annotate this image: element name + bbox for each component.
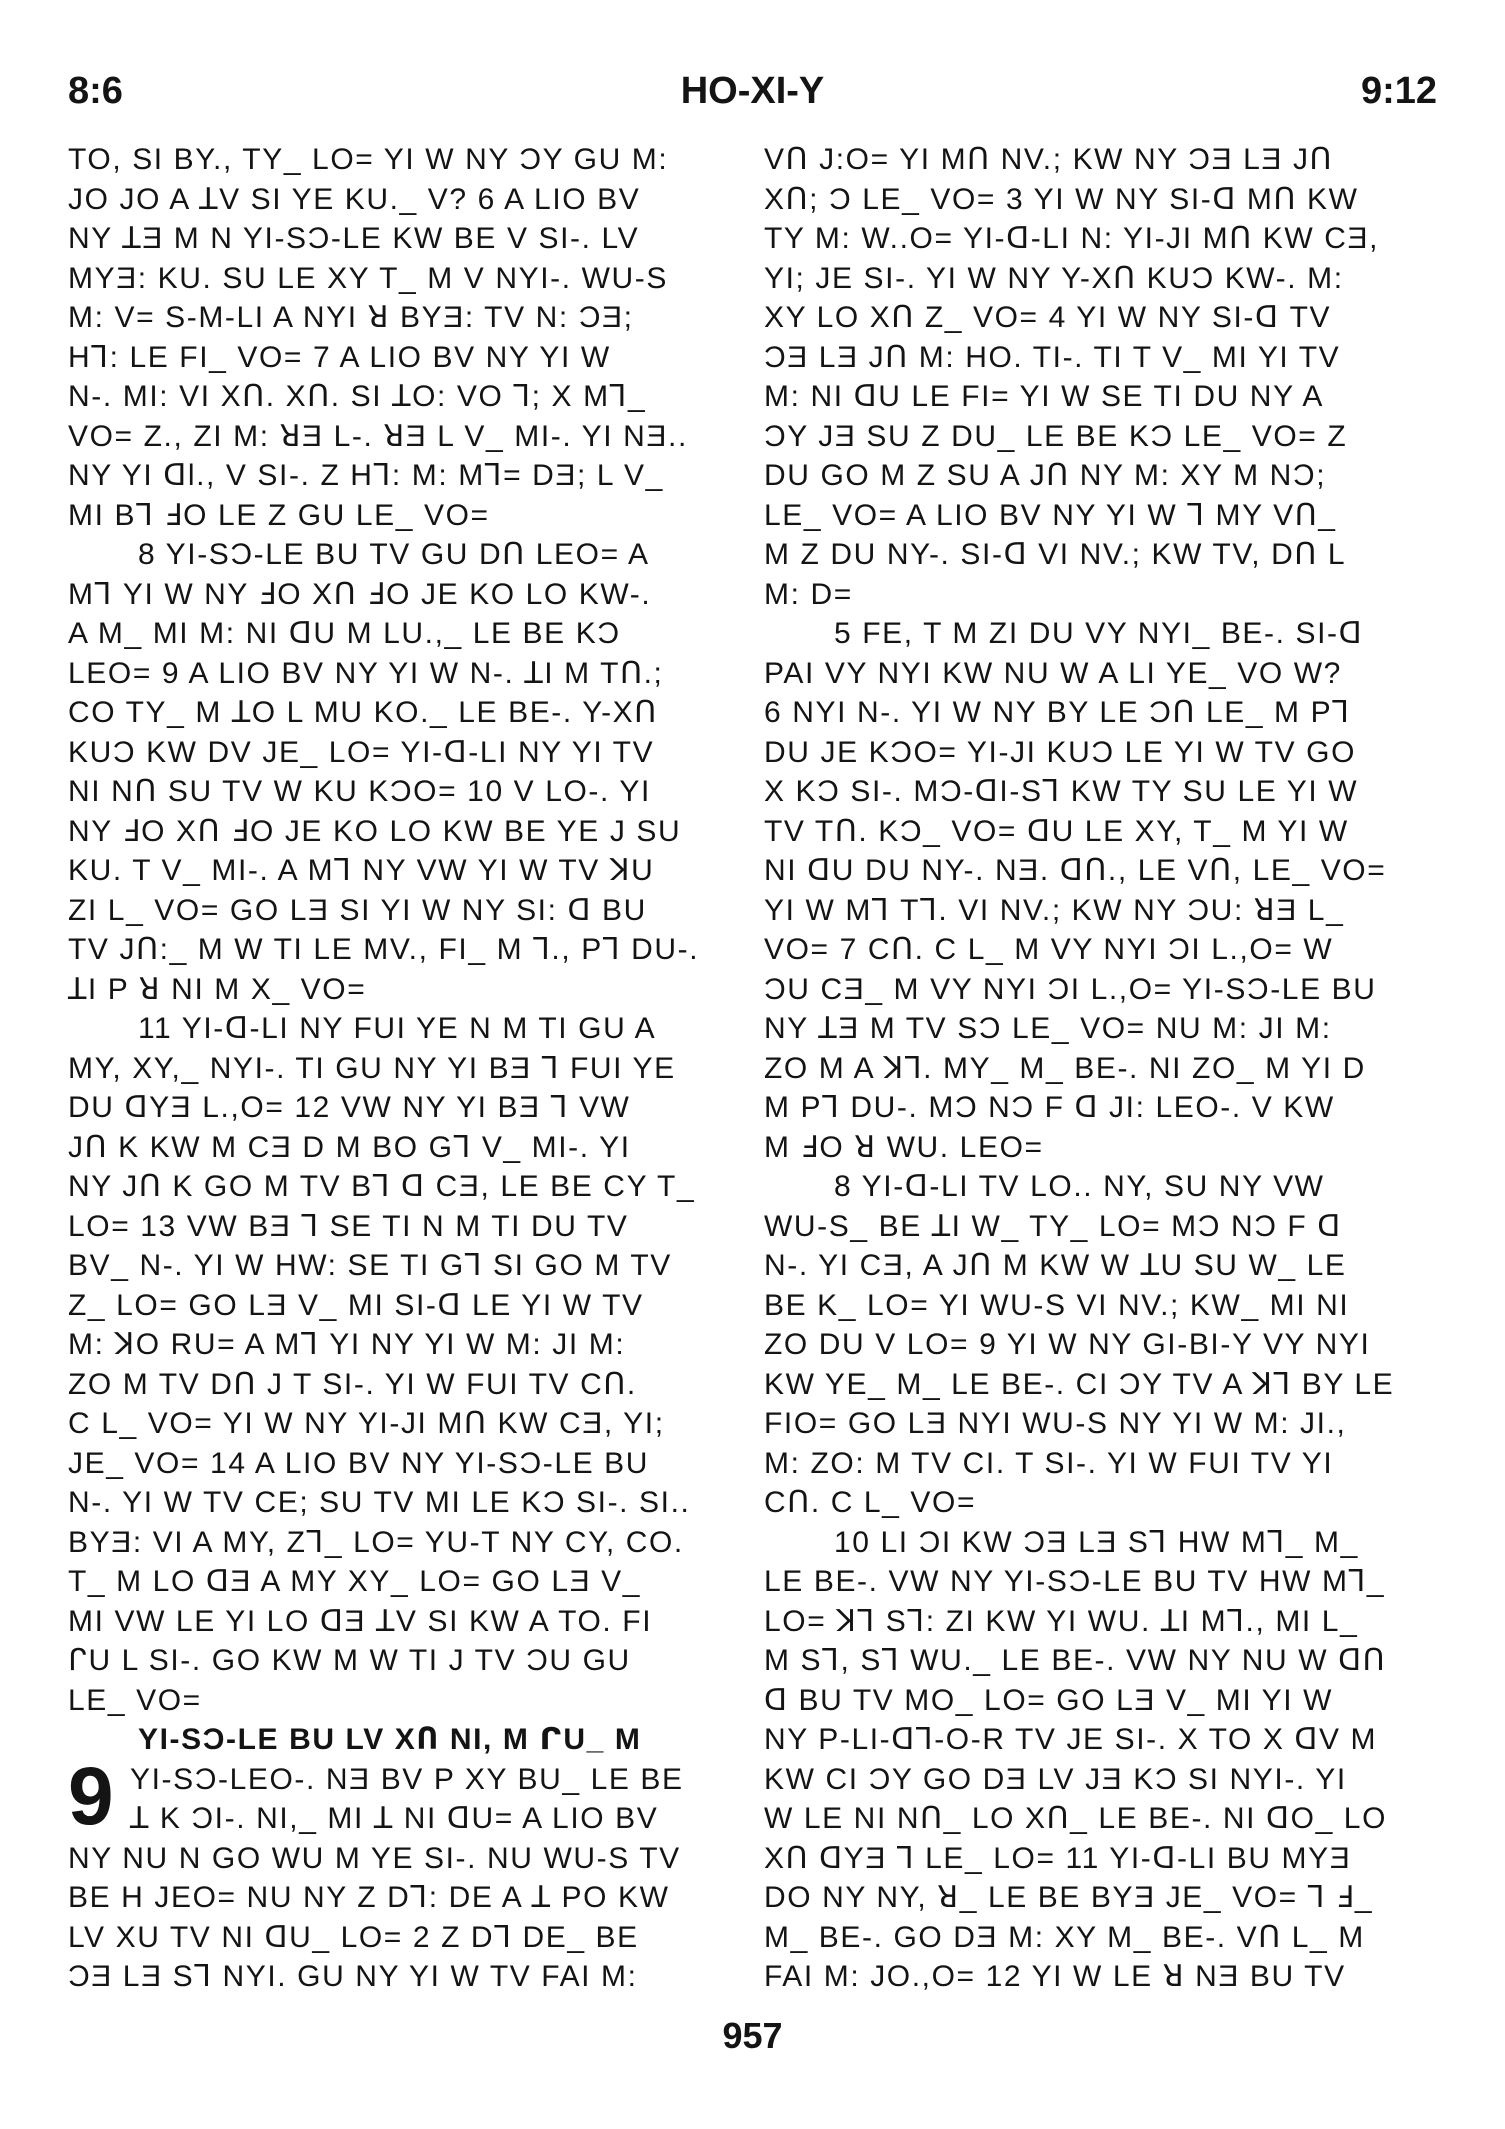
chapter-verse-end: 9:12: [1360, 70, 1437, 112]
text-line: NI ꓷU DU NY-. NƎ. ꓷՈ., LE VՈ, LE_ VO=: [764, 854, 1387, 887]
text-line: M: ZO: M TV CI. T SI-. YI W FUI TV YI: [764, 1446, 1334, 1480]
text-line: YI; JE SI-. YI W NY Y-XՈ KUƆ KW-. M:: [764, 261, 1344, 295]
text-line: NY ꓞO XՈ ꓞO JE KO LO KW BE YE J SU: [68, 814, 682, 848]
text-line: JE_ VO= 14 A LIO BV NY YI-SƆ-LE BU: [68, 1446, 650, 1480]
text-line: T_ M LO ꓷƎ A MY XY_ LO= GO LƎ V_: [68, 1565, 642, 1598]
text-line: ƆƎ LƎ JՈ M: HO. TI-. TI T V_ MI YI TV: [764, 340, 1341, 374]
text-line: Mꓶ YI W NY ꓞO XՈ ꓞO JE KO LO KW-.: [68, 577, 652, 611]
text-line: FIO= GO LƎ NYI WU-S NY YI W M: JI.,: [764, 1407, 1347, 1440]
text-line: TV TՈ. KƆ_ VO= ꓷU LE XY, T_ M YI W: [764, 814, 1349, 848]
text-line: ZO DU V LO= 9 YI W NY GI-BI-Y VY NYI: [764, 1328, 1371, 1361]
text-line: ƆƎ LƎ Sꓶ NYI. GU NY YI W TV FAI M:: [68, 1960, 638, 1993]
page-number: 957: [722, 2015, 783, 2056]
text-line: BYƎ: VI A MY, Zꓶ_ LO= YU-T NY CY, CO.: [68, 1525, 684, 1559]
text-line: VO= Z., ZI M: ꓤƎ L-. ꓤƎ L V_ MI-. YI NƎ..: [68, 419, 688, 453]
text-line: LE_ VO= A LIO BV NY YI W ꓶ MY VՈ_: [764, 498, 1337, 532]
text-line: N-. MI: VI XՈ. XՈ. SI ꓕO: VO ꓶ; X Mꓶ_: [68, 380, 647, 413]
text-line: ƆY JƎ SU Z DU_ LE BE KƆ LE_ VO= Z: [764, 419, 1348, 453]
text-line: BE K_ LO= YI WU-S VI NV.; KW_ MI NI: [764, 1288, 1350, 1322]
text-line: ZI L_ VO= GO LƎ SI YI W NY SI: ꓷ BU: [68, 893, 647, 927]
text-line: A M_ MI M: NI ꓷU M LU.,_ LE BE KƆ: [68, 617, 621, 650]
right-text-column: [764, 140, 1432, 1997]
text-line: CO TY_ M ꓕO L MU KO._ LE BE-. Y-XՈ: [68, 696, 658, 729]
text-line: WU-S_ BE ꓕI W_ TY_ LO= MƆ NƆ F ꓷ: [764, 1209, 1342, 1243]
chapter-drop-cap: 9: [68, 1750, 116, 1842]
text-line: XՈ ꓷYƎ ꓶ LE_ LO= 11 YI-ꓷ-LI BU MYƎ: [764, 1841, 1352, 1875]
text-line: XՈ; Ɔ LE_ VO= 3 YI W NY SI-ꓷ MՈ KW: [764, 182, 1359, 216]
text-line: ƆU CƎ_ M VY NYI ƆI L.,O= YI-SƆ-LE BU: [764, 972, 1377, 1006]
text-line: DO NY NY, ꓤ_ LE BE BYƎ JE_ VO= ꓶ ꓞ_: [764, 1881, 1374, 1914]
text-line: TO, SI BY., TY_ LO= YI W NY ƆY GU M:: [68, 143, 669, 176]
text-line: TV JՈ:_ M W TI LE MV., FI_ M ꓶ., Pꓶ DU-.: [68, 933, 700, 966]
text-line: BV_ N-. YI W HW: SE TI Gꓶ SI GO M TV: [68, 1249, 672, 1282]
text-line: DU JE KƆO= YI-JI KUƆ LE YI W TV GO: [764, 735, 1357, 769]
page-header: [68, 70, 1437, 120]
text-line: DU GO M Z SU A JՈ NY M: XY M NƆ;: [764, 459, 1327, 492]
text-line: ꓷ BU TV MO_ LO= GO LƎ V_ MI YI W: [764, 1683, 1334, 1717]
text-line: NY YI ꓷl., V SI-. Z Hꓶ: M: Mꓶ= DƎ; L V_: [68, 459, 664, 492]
text-line: LEO= 9 A LIO BV NY YI W N-. ꓕI M TՈ.;: [68, 656, 664, 690]
text-line: XY LO XՈ Z_ VO= 4 YI W NY SI-ꓷ TV: [764, 301, 1332, 334]
text-line: KW YE_ M_ LE BE-. CI ƆY TV A ꓘꓶ BY LE: [764, 1367, 1395, 1401]
text-line: C L_ VO= YI W NY YI-JI MՈ KW CƎ, YI;: [68, 1407, 665, 1440]
text-line: M: ꓘO RU= A Mꓶ YI NY YI W M: JI M:: [68, 1328, 626, 1361]
chapter-body: [68, 1750, 736, 1997]
text-line: LO= 13 VW BƎ ꓶ SE TI N M TI DU TV: [68, 1209, 629, 1243]
text-line: FAI M: JO.,O= 12 YI W LE ꓤ NƎ BU TV: [764, 1960, 1346, 1993]
text-line: KU. T V_ MI-. A Mꓶ NY VW YI W TV ꓘU: [68, 854, 655, 887]
chapter-verse-start: 8:6: [68, 70, 123, 112]
text-line: Z_ LO= GO LƎ V_ MI SI-ꓷ LE YI W TV: [68, 1288, 644, 1322]
text-line: NY JՈ K GO M TV Bꓶ ꓷ CƎ, LE BE CY T_: [68, 1170, 696, 1203]
text-line: JՈ K KW M CƎ D M BO Gꓶ V_ MI-. YI: [68, 1130, 631, 1164]
text-line: M ꓞO ꓤ WU. LEO=: [764, 1130, 1044, 1164]
text-line: YI W Mꓶ Tꓶ. VI NV.; KW NY ƆU: ꓤƎ L_: [764, 893, 1345, 927]
text-line: LV XU TV NI ꓷU_ LO= 2 Z Dꓶ DE_ BE: [68, 1920, 639, 1954]
text-line: KUƆ KW DV JE_ LO= YI-ꓷ-LI NY YI TV: [68, 735, 655, 769]
text-line: 11 YI-ꓷ-LI NY FUI YE N M TI GU A: [138, 1012, 657, 1045]
text-line: N-. YI CƎ, A JՈ M KW W ꓕU SU W_ LE: [764, 1249, 1347, 1282]
text-line: 5 FE, T M ZI DU VY NYI_ BE-. SI-ꓷ: [834, 617, 1364, 650]
chapter-heading: YI-SƆ-LE BU LV XՈ NI, M ᒋU_ M: [138, 1723, 642, 1756]
text-line: LE BE-. VW NY YI-SƆ-LE BU TV HW Mꓶ_: [764, 1565, 1386, 1598]
text-line: NY ꓕƎ M TV SƆ LE_ VO= NU M: JI M:: [764, 1012, 1332, 1045]
text-line: X KƆ SI-. MƆ-ꓷI-Sꓶ KW TY SU LE YI W: [764, 775, 1359, 808]
text-line: JO JO A ꓕV SI YE KU._ V? 6 A LIO BV: [68, 182, 641, 216]
text-line: M: D=: [764, 577, 853, 611]
text-line: LE_ VO=: [68, 1683, 202, 1717]
text-line: N-. YI W TV CE; SU TV MI LE KƆ SI-. SI..: [68, 1486, 691, 1519]
text-line: M_ BE-. GO DƎ M: XY M_ BE-. VՈ L_ M: [764, 1920, 1365, 1954]
text-line: TY M: W..O= YI-ꓷ-LI N: YI-JI MՈ KW CƎ,: [764, 222, 1380, 255]
text-line: M Sꓶ, Sꓶ WU._ LE BE-. VW NY NU W ꓷՈ: [764, 1644, 1387, 1677]
text-line: MI Bꓶ ꓞO LE Z GU LE_ VO=: [68, 498, 490, 532]
text-line: ᒋU L SI-. GO KW M W TI J TV ƆU GU: [68, 1644, 631, 1677]
text-line: M Z DU NY-. SI-ꓷ VI NV.; KW TV, DՈ L: [764, 538, 1347, 571]
text-line: NI NՈ SU TV W KU KƆO= 10 V LO-. YI: [68, 775, 651, 808]
text-line: ꓕI P ꓤ NI M X_ VO=: [68, 972, 367, 1006]
left-text-column: [68, 140, 736, 1997]
text-line: KW CI ƆY GO DƎ LV JƎ KƆ SI NYI-. YI: [764, 1762, 1347, 1796]
text-line: M Pꓶ DU-. MƆ NƆ F ꓷ JI: LEO-. V KW: [764, 1091, 1335, 1124]
text-line: VO= 7 CՈ. C L_ M VY NYI ƆI L.,O= W: [764, 933, 1334, 966]
text-line: ꓕ K ƆI-. NI,_ MI ꓕ NI ꓷU= A LIO BV: [130, 1802, 659, 1835]
text-line: NY ꓕƎ M N YI-SƆ-LE KW BE V SI-. LV: [68, 222, 640, 255]
text-line: NY P-LI-ꓷꓶ-O-R TV JE SI-. X TO X ꓷV M: [764, 1723, 1378, 1756]
text-line: Hꓶ: LE FI_ VO= 7 A LIO BV NY YI W: [68, 340, 611, 374]
text-line: LO= ꓘꓶ Sꓶ: ZI KW YI WU. ꓕI Mꓶ., MI L_: [764, 1604, 1359, 1638]
text-line: M: V= S-M-LI A NYI ꓤ BYƎ: TV N: ƆƎ;: [68, 301, 634, 334]
text-line: BE H JEO= NU NY Z Dꓶ: DE A ꓕ PO KW: [68, 1881, 670, 1914]
text-line: 6 NYI N-. YI W NY BY LE ƆՈ LE_ M Pꓶ: [764, 696, 1351, 729]
book-title: HO-XI-Y: [680, 70, 825, 112]
text-line: DU ꓷYƎ L.,O= 12 VW NY YI BƎ ꓶ VW: [68, 1091, 631, 1124]
text-line: 8 YI-ꓷ-LI TV LO.. NY, SU NY VW: [834, 1170, 1325, 1203]
text-line: VՈ J:O= YI MՈ NV.; KW NY ƆƎ LƎ JՈ: [764, 143, 1334, 176]
text-line: 8 YI-SƆ-LE BU TV GU DՈ LEO= A: [138, 538, 650, 571]
text-line: CՈ. C L_ VO=: [764, 1486, 977, 1519]
text-line: ZO M A ꓘꓶ. MY_ M_ BE-. NI ZO_ M YI D: [764, 1051, 1366, 1085]
text-line: 10 LI ƆI KW ƆƎ LƎ Sꓶ HW Mꓶ_ M_: [834, 1525, 1359, 1559]
text-line: W LE NI NՈ_ LO XՈ_ LE BE-. NI ꓷO_ LO: [764, 1802, 1388, 1835]
text-line: MI VW LE YI LO ꓷƎ ꓕV SI KW A TO. FI: [68, 1604, 653, 1638]
text-line: M: NI ꓷU LE FI= YI W SE TI DU NY A: [764, 380, 1325, 413]
text-line: ZO M TV DՈ J T SI-. YI W FUI TV CՈ.: [68, 1367, 637, 1401]
text-line: MY, XY,_ NYI-. TI GU NY YI BƎ ꓶ FUI YE: [68, 1051, 676, 1085]
text-line: YI-SƆ-LEO-. NƎ BV P XY BU_ LE BE: [130, 1762, 684, 1796]
text-line: MYƎ: KU. SU LE XY T_ M V NYI-. WU-S: [68, 261, 668, 295]
text-line: NY NU N GO WU M YE SI-. NU WU-S TV: [68, 1841, 681, 1875]
text-line: PAI VY NYI KW NU W A LI YE_ VO W?: [764, 656, 1342, 690]
